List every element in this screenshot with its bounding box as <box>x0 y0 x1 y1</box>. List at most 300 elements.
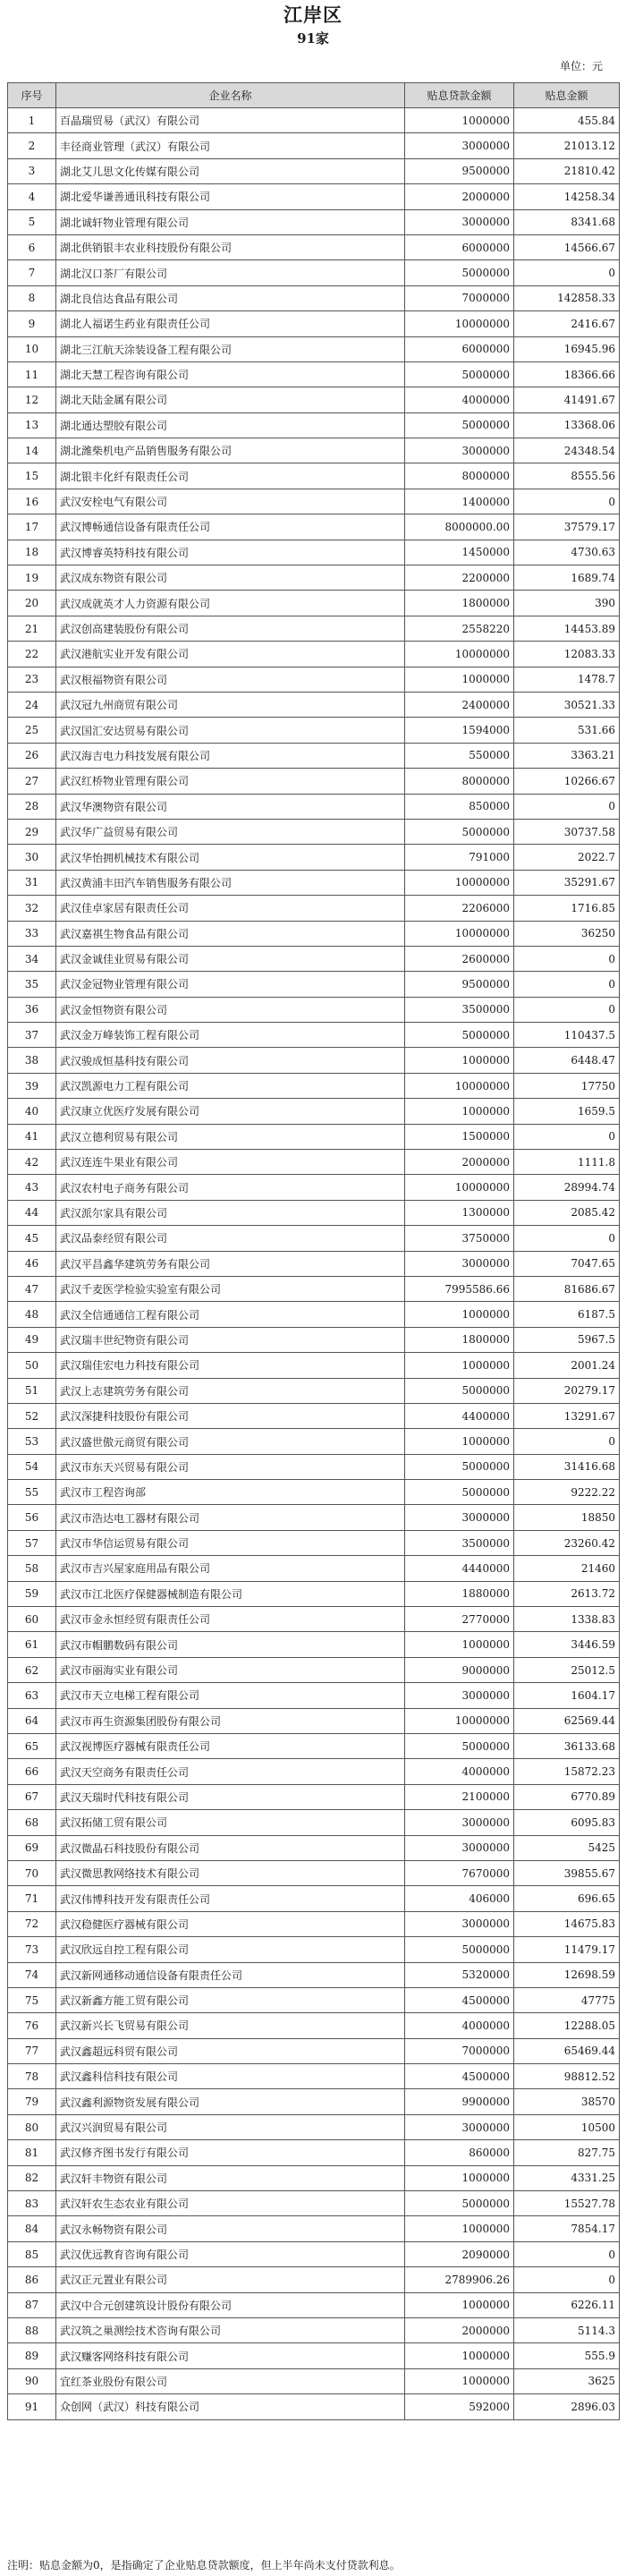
row-index: 14 <box>8 438 56 463</box>
subsidy-amount: 1604.17 <box>514 1683 620 1708</box>
loan-amount: 791000 <box>405 845 514 870</box>
row-index: 86 <box>8 2267 56 2292</box>
row-index: 42 <box>8 1150 56 1175</box>
subsidy-amount: 555.9 <box>514 2343 620 2368</box>
loan-amount: 10000000 <box>405 1073 514 1098</box>
company-name: 湖北汉口茶厂有限公司 <box>56 260 405 285</box>
header-subsidy-amount: 贴息金额 <box>514 83 620 108</box>
subsidy-amount: 7854.17 <box>514 2216 620 2241</box>
company-name: 武汉市丽海实业有限公司 <box>56 1657 405 1682</box>
subsidy-amount: 12083.33 <box>514 642 620 667</box>
table-row <box>8 1150 620 1175</box>
subsidy-amount: 36250 <box>514 921 620 946</box>
subsidy-amount: 6226.11 <box>514 2292 620 2317</box>
row-index: 61 <box>8 1632 56 1657</box>
row-index: 39 <box>8 1073 56 1098</box>
header-company-name: 企业名称 <box>56 83 405 108</box>
company-name: 武汉天瑞时代科技有限公司 <box>56 1784 405 1809</box>
company-name: 湖北艾儿思文化传媒有限公司 <box>56 158 405 183</box>
table-row <box>8 616 620 641</box>
loan-amount: 3500000 <box>405 997 514 1022</box>
loan-amount: 5000000 <box>405 819 514 844</box>
table-row <box>8 1962 620 1987</box>
subsidy-amount: 23260.42 <box>514 1530 620 1555</box>
company-name: 武汉赚客网络科技有限公司 <box>56 2343 405 2368</box>
table-row <box>8 540 620 565</box>
company-name: 武汉华怡拥机械技术有限公司 <box>56 845 405 870</box>
row-index: 73 <box>8 1937 56 1962</box>
loan-amount: 10000000 <box>405 311 514 336</box>
table-row <box>8 260 620 285</box>
company-name: 武汉平昌鑫华建筑劳务有限公司 <box>56 1251 405 1276</box>
loan-amount: 1000000 <box>405 1429 514 1454</box>
row-index: 41 <box>8 1124 56 1149</box>
loan-amount: 2558220 <box>405 616 514 641</box>
subsidy-amount: 2022.7 <box>514 845 620 870</box>
company-name: 武汉市帽鹏数码有限公司 <box>56 1632 405 1657</box>
loan-amount: 10000000 <box>405 1175 514 1200</box>
table-row <box>8 489 620 514</box>
company-name: 武汉成就英才人力资源有限公司 <box>56 591 405 616</box>
company-name: 武汉兴润贸易有限公司 <box>56 2114 405 2139</box>
subsidy-amount: 35291.67 <box>514 870 620 895</box>
row-index: 21 <box>8 616 56 641</box>
subsidy-amount: 15872.23 <box>514 1759 620 1784</box>
row-index: 8 <box>8 285 56 310</box>
row-index: 67 <box>8 1784 56 1809</box>
row-index: 29 <box>8 819 56 844</box>
loan-amount: 10000000 <box>405 642 514 667</box>
row-index: 31 <box>8 870 56 895</box>
loan-amount: 1000000 <box>405 1099 514 1124</box>
table-row <box>8 642 620 667</box>
subsidy-amount: 0 <box>514 489 620 514</box>
subsidy-amount: 10266.67 <box>514 769 620 794</box>
loan-amount: 1000000 <box>405 1302 514 1327</box>
subsidy-amount: 65469.44 <box>514 2038 620 2063</box>
company-name: 武汉农村电子商务有限公司 <box>56 1175 405 1200</box>
company-name: 湖北良信达食品有限公司 <box>56 285 405 310</box>
company-name: 武汉金冠物业管理有限公司 <box>56 972 405 997</box>
table-row <box>8 845 620 870</box>
row-index: 89 <box>8 2343 56 2368</box>
subsidy-amount: 0 <box>514 997 620 1022</box>
table-row <box>8 133 620 158</box>
loan-amount: 4000000 <box>405 1759 514 1784</box>
company-name: 武汉佳卓家居有限责任公司 <box>56 896 405 921</box>
company-name: 湖北银丰化纤有限责任公司 <box>56 463 405 489</box>
loan-amount: 1594000 <box>405 718 514 743</box>
row-index: 27 <box>8 769 56 794</box>
table-row <box>8 769 620 794</box>
subsidy-amount: 1689.74 <box>514 565 620 591</box>
subsidy-amount: 1659.5 <box>514 1099 620 1124</box>
table-row <box>8 1835 620 1860</box>
company-name: 武汉凯源电力工程有限公司 <box>56 1073 405 1098</box>
company-name: 武汉康立优医疗发展有限公司 <box>56 1099 405 1124</box>
subsidy-amount: 390 <box>514 591 620 616</box>
table-row <box>8 2267 620 2292</box>
table-row <box>8 1048 620 1073</box>
loan-amount: 5000000 <box>405 1378 514 1403</box>
table-row <box>8 1200 620 1225</box>
table-row <box>8 1530 620 1555</box>
subsidy-amount: 0 <box>514 946 620 971</box>
company-name: 武汉金恒物资有限公司 <box>56 997 405 1022</box>
company-name: 武汉市东天兴贸易有限公司 <box>56 1454 405 1479</box>
loan-amount: 860000 <box>405 2140 514 2165</box>
row-index: 64 <box>8 1708 56 1733</box>
company-name: 武汉嘉祺生物食品有限公司 <box>56 921 405 946</box>
company-name: 武汉黄浦丰田汽车销售服务有限公司 <box>56 870 405 895</box>
company-name: 武汉全信通通信工程有限公司 <box>56 1302 405 1327</box>
company-name: 武汉品泰经贸有限公司 <box>56 1226 405 1251</box>
company-name: 武汉鑫科信科技有限公司 <box>56 2064 405 2089</box>
subsidy-amount: 12288.05 <box>514 2013 620 2038</box>
row-index: 56 <box>8 1505 56 1530</box>
table-row <box>8 667 620 692</box>
table-row <box>8 336 620 361</box>
table-row <box>8 2089 620 2114</box>
table-row <box>8 743 620 768</box>
table-row <box>8 1937 620 1962</box>
row-index: 70 <box>8 1860 56 1885</box>
company-name: 武汉拓储工贸有限公司 <box>56 1810 405 1835</box>
subsidy-amount: 81686.67 <box>514 1276 620 1301</box>
row-index: 59 <box>8 1581 56 1606</box>
loan-amount: 4400000 <box>405 1403 514 1428</box>
subsidy-amount: 37579.17 <box>514 514 620 540</box>
table-row <box>8 591 620 616</box>
row-index: 16 <box>8 489 56 514</box>
loan-amount: 9000000 <box>405 1657 514 1682</box>
subsidy-amount: 4331.25 <box>514 2165 620 2190</box>
loan-amount: 1500000 <box>405 1124 514 1149</box>
subsidy-amount: 5967.5 <box>514 1327 620 1352</box>
row-index: 9 <box>8 311 56 336</box>
company-name: 武汉华澳物资有限公司 <box>56 794 405 819</box>
row-index: 49 <box>8 1327 56 1352</box>
table-row <box>8 1759 620 1784</box>
row-index: 2 <box>8 133 56 158</box>
loan-amount: 7000000 <box>405 2038 514 2063</box>
loan-amount: 5000000 <box>405 1480 514 1505</box>
row-index: 90 <box>8 2368 56 2393</box>
loan-amount: 3000000 <box>405 2114 514 2139</box>
company-name: 武汉瑞佳宏电力科技有限公司 <box>56 1353 405 1378</box>
row-index: 34 <box>8 946 56 971</box>
row-index: 62 <box>8 1657 56 1682</box>
table-row <box>8 2343 620 2368</box>
table-row <box>8 184 620 209</box>
company-name: 武汉天空商务有限责任公司 <box>56 1759 405 1784</box>
loan-amount: 1000000 <box>405 2165 514 2190</box>
subsidy-amount: 0 <box>514 260 620 285</box>
row-index: 3 <box>8 158 56 183</box>
subsidy-amount: 142858.33 <box>514 285 620 310</box>
company-name: 湖北三江航天涂装设备工程有限公司 <box>56 336 405 361</box>
company-name: 武汉市再生资源集团股份有限公司 <box>56 1708 405 1733</box>
row-index: 75 <box>8 1987 56 2012</box>
company-name: 武汉市吉兴屋家庭用品有限公司 <box>56 1556 405 1581</box>
row-index: 36 <box>8 997 56 1022</box>
company-name: 武汉轩丰物资有限公司 <box>56 2165 405 2190</box>
company-name: 武汉连连牛果业有限公司 <box>56 1150 405 1175</box>
table-row <box>8 1784 620 1809</box>
row-index: 87 <box>8 2292 56 2317</box>
subsidy-amount: 3625 <box>514 2368 620 2393</box>
company-name: 湖北供销银丰农业科技股份有限公司 <box>56 234 405 259</box>
company-name: 武汉微晶石科技股份有限公司 <box>56 1835 405 1860</box>
row-index: 37 <box>8 1023 56 1048</box>
loan-amount: 1000000 <box>405 667 514 692</box>
company-name: 武汉视博医疗器械有限责任公司 <box>56 1734 405 1759</box>
subsidy-amount: 0 <box>514 972 620 997</box>
row-index: 28 <box>8 794 56 819</box>
row-index: 83 <box>8 2191 56 2216</box>
company-name: 湖北人福诺生药业有限责任公司 <box>56 311 405 336</box>
subsidy-amount: 13291.67 <box>514 1403 620 1428</box>
loan-amount: 3000000 <box>405 1810 514 1835</box>
table-row <box>8 718 620 743</box>
loan-amount: 2000000 <box>405 184 514 209</box>
loan-amount: 8000000 <box>405 463 514 489</box>
subsidy-amount: 7047.65 <box>514 1251 620 1276</box>
row-index: 65 <box>8 1734 56 1759</box>
company-name: 武汉海吉电力科技发展有限公司 <box>56 743 405 768</box>
company-name: 武汉盛世傲元商贸有限公司 <box>56 1429 405 1454</box>
subsidy-amount: 15527.78 <box>514 2191 620 2216</box>
subsidy-amount: 2416.67 <box>514 311 620 336</box>
company-name: 武汉上志建筑劳务有限公司 <box>56 1378 405 1403</box>
table-row <box>8 387 620 412</box>
row-index: 47 <box>8 1276 56 1301</box>
row-index: 54 <box>8 1454 56 1479</box>
subsidy-amount: 10500 <box>514 2114 620 2139</box>
loan-amount: 3000000 <box>405 1911 514 1936</box>
subsidy-amount: 6770.89 <box>514 1784 620 1809</box>
company-name: 武汉金万峰装饰工程有限公司 <box>56 1023 405 1048</box>
page-title: 江岸区 <box>283 4 343 26</box>
loan-amount: 10000000 <box>405 921 514 946</box>
loan-amount: 2100000 <box>405 1784 514 1809</box>
subsidy-amount: 3446.59 <box>514 1632 620 1657</box>
table-row <box>8 1632 620 1657</box>
table-row <box>8 2368 620 2393</box>
subsidy-amount: 21810.42 <box>514 158 620 183</box>
row-index: 58 <box>8 1556 56 1581</box>
company-name: 武汉立德利贸易有限公司 <box>56 1124 405 1149</box>
subsidy-amount: 31416.68 <box>514 1454 620 1479</box>
table-row <box>8 692 620 717</box>
row-index: 84 <box>8 2216 56 2241</box>
row-index: 71 <box>8 1886 56 1911</box>
subsidy-amount: 12698.59 <box>514 1962 620 1987</box>
company-name: 武汉市浩达电工器材有限公司 <box>56 1505 405 1530</box>
row-index: 68 <box>8 1810 56 1835</box>
row-index: 38 <box>8 1048 56 1073</box>
subsidy-amount: 5425 <box>514 1835 620 1860</box>
subsidy-amount: 14453.89 <box>514 616 620 641</box>
loan-amount: 1000000 <box>405 1353 514 1378</box>
company-name: 武汉修齐图书发行有限公司 <box>56 2140 405 2165</box>
company-name: 武汉市天立电梯工程有限公司 <box>56 1683 405 1708</box>
loan-amount: 1000000 <box>405 2216 514 2241</box>
subsidy-amount: 11479.17 <box>514 1937 620 1962</box>
subsidy-amount: 28994.74 <box>514 1175 620 1200</box>
row-index: 30 <box>8 845 56 870</box>
row-index: 91 <box>8 2394 56 2419</box>
subsidy-amount: 4730.63 <box>514 540 620 565</box>
company-name: 宜红茶业股份有限公司 <box>56 2368 405 2393</box>
subsidy-amount: 14566.67 <box>514 234 620 259</box>
row-index: 11 <box>8 361 56 387</box>
subsidy-amount: 0 <box>514 1124 620 1149</box>
table-row <box>8 1607 620 1632</box>
subsidy-amount: 14258.34 <box>514 184 620 209</box>
subsidy-amount: 2896.03 <box>514 2394 620 2419</box>
table-row <box>8 2064 620 2089</box>
table-row <box>8 2292 620 2317</box>
row-index: 15 <box>8 463 56 489</box>
loan-amount: 3000000 <box>405 438 514 463</box>
company-name: 武汉派尔家具有限公司 <box>56 1200 405 1225</box>
row-index: 25 <box>8 718 56 743</box>
company-name: 武汉鑫利源物资发展有限公司 <box>56 2089 405 2114</box>
subsidy-amount: 1111.8 <box>514 1150 620 1175</box>
company-name: 武汉筑之巢测绘技术咨询有限公司 <box>56 2317 405 2342</box>
loan-amount: 2000000 <box>405 2317 514 2342</box>
subsidy-amount: 21013.12 <box>514 133 620 158</box>
table-row <box>8 1454 620 1479</box>
table-row <box>8 1987 620 2012</box>
company-name: 湖北天陆金属有限公司 <box>56 387 405 412</box>
row-index: 69 <box>8 1835 56 1860</box>
loan-amount: 2789906.26 <box>405 2267 514 2292</box>
subsidy-amount: 13368.06 <box>514 412 620 438</box>
company-name: 武汉优远教育咨询有限公司 <box>56 2241 405 2266</box>
table-row <box>8 2038 620 2063</box>
subsidy-amount: 8555.56 <box>514 463 620 489</box>
company-name: 武汉红桥物业管理有限公司 <box>56 769 405 794</box>
subsidy-amount: 14675.83 <box>514 1911 620 1936</box>
loan-amount: 5000000 <box>405 1937 514 1962</box>
subsidy-amount: 6448.47 <box>514 1048 620 1073</box>
company-name: 武汉市华信运贸易有限公司 <box>56 1530 405 1555</box>
table-row <box>8 1099 620 1124</box>
row-index: 77 <box>8 2038 56 2063</box>
header-loan-amount: 贴息贷款金额 <box>405 83 514 108</box>
table-body <box>8 108 620 2420</box>
table-row <box>8 972 620 997</box>
table-row <box>8 921 620 946</box>
company-name: 武汉中合元创建筑设计股份有限公司 <box>56 2292 405 2317</box>
table-row <box>8 1175 620 1200</box>
table-row <box>8 819 620 844</box>
loan-amount: 1400000 <box>405 489 514 514</box>
table-row <box>8 1734 620 1759</box>
row-index: 74 <box>8 1962 56 1987</box>
table-row <box>8 2394 620 2419</box>
row-index: 76 <box>8 2013 56 2038</box>
loan-amount: 5000000 <box>405 260 514 285</box>
subsidy-amount: 30737.58 <box>514 819 620 844</box>
loan-amount: 1000000 <box>405 108 514 133</box>
company-name: 湖北爱华谦善通讯科技有限公司 <box>56 184 405 209</box>
loan-amount: 550000 <box>405 743 514 768</box>
company-name: 湖北通达塑胶有限公司 <box>56 412 405 438</box>
row-index: 17 <box>8 514 56 540</box>
loan-amount: 3000000 <box>405 209 514 234</box>
subsidy-amount: 9222.22 <box>514 1480 620 1505</box>
subsidy-amount: 827.75 <box>514 2140 620 2165</box>
loan-amount: 406000 <box>405 1886 514 1911</box>
row-index: 45 <box>8 1226 56 1251</box>
loan-amount: 9500000 <box>405 158 514 183</box>
table-row <box>8 1683 620 1708</box>
table-row <box>8 108 620 133</box>
row-index: 63 <box>8 1683 56 1708</box>
table-header-row <box>8 83 620 108</box>
loan-amount: 1880000 <box>405 1581 514 1606</box>
company-name: 武汉新兴长飞贸易有限公司 <box>56 2013 405 2038</box>
row-index: 82 <box>8 2165 56 2190</box>
loan-amount: 5000000 <box>405 412 514 438</box>
row-index: 33 <box>8 921 56 946</box>
subsidy-amount: 1716.85 <box>514 896 620 921</box>
row-index: 23 <box>8 667 56 692</box>
row-index: 78 <box>8 2064 56 2089</box>
subsidy-amount: 0 <box>514 2241 620 2266</box>
company-name: 武汉骏成恒基科技有限公司 <box>56 1048 405 1073</box>
header-index: 序号 <box>8 83 56 108</box>
subsidy-amount: 17750 <box>514 1073 620 1098</box>
company-name: 武汉国汇安达贸易有限公司 <box>56 718 405 743</box>
subsidy-amount: 110437.5 <box>514 1023 620 1048</box>
company-name: 武汉千麦医学检验实验室有限公司 <box>56 1276 405 1301</box>
subsidy-amount: 0 <box>514 1226 620 1251</box>
table-row <box>8 1911 620 1936</box>
company-name: 湖北天慧工程咨询有限公司 <box>56 361 405 387</box>
subsidy-amount: 3363.21 <box>514 743 620 768</box>
company-name: 武汉冠九州商贸有限公司 <box>56 692 405 717</box>
company-name: 武汉稳健医疗器械有限公司 <box>56 1911 405 1936</box>
loan-amount: 4500000 <box>405 2064 514 2089</box>
subsidy-amount: 2613.72 <box>514 1581 620 1606</box>
subsidy-amount: 0 <box>514 1429 620 1454</box>
table-row <box>8 412 620 438</box>
company-name: 武汉新鑫方能工贸有限公司 <box>56 1987 405 2012</box>
row-index: 50 <box>8 1353 56 1378</box>
table-row <box>8 438 620 463</box>
table-row <box>8 2140 620 2165</box>
table-row <box>8 1124 620 1149</box>
subsidy-amount: 0 <box>514 2267 620 2292</box>
loan-amount: 1800000 <box>405 1327 514 1352</box>
loan-amount: 4500000 <box>405 1987 514 2012</box>
loan-amount: 5000000 <box>405 1454 514 1479</box>
table-row <box>8 896 620 921</box>
table-row <box>8 1581 620 1606</box>
row-index: 72 <box>8 1911 56 1936</box>
company-name: 武汉金诚佳业贸易有限公司 <box>56 946 405 971</box>
subsidy-table <box>7 82 620 2420</box>
company-name: 武汉港航实业开发有限公司 <box>56 642 405 667</box>
table-row <box>8 946 620 971</box>
subsidy-amount: 8341.68 <box>514 209 620 234</box>
company-name: 武汉欣远自控工程有限公司 <box>56 1937 405 1962</box>
subsidy-amount: 2085.42 <box>514 1200 620 1225</box>
